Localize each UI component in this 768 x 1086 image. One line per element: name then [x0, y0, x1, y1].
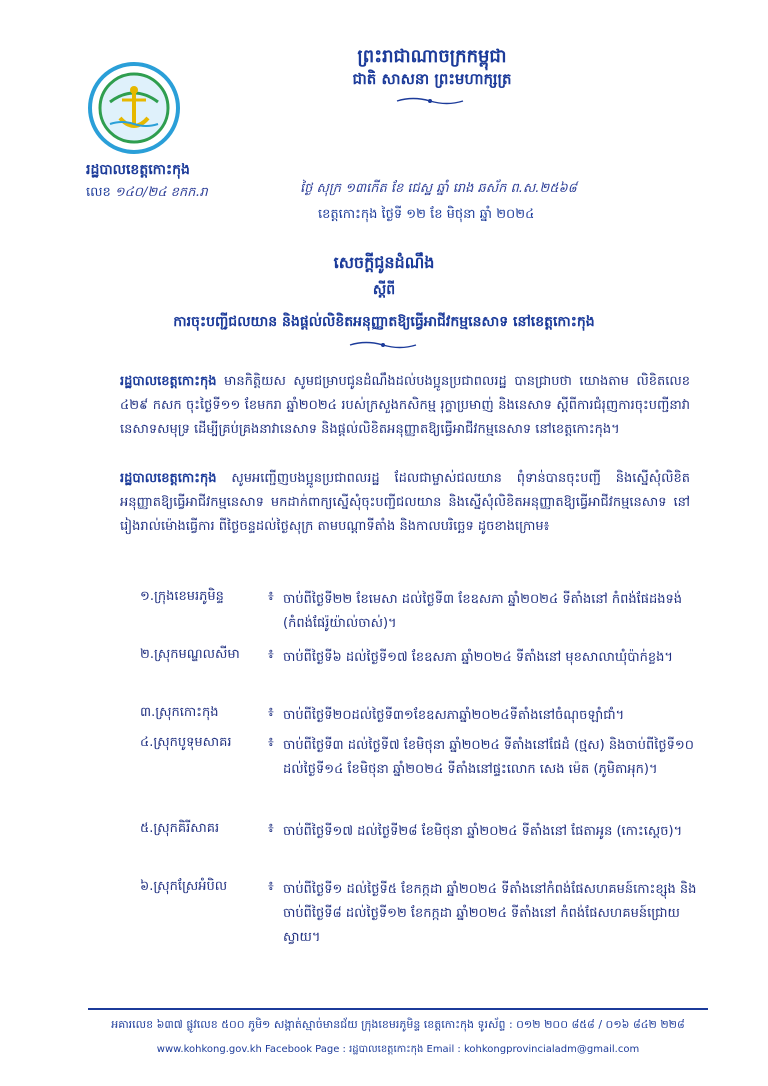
schedule-details: ចាប់ពីថ្ងៃទី២០ដល់ថ្ងៃទី៣១ខែឧសភាឆ្នាំ២០២៤ទីតាំងនៅចំណុចឡាំជាំ។: [283, 708, 625, 723]
solar-month: មិថុនា: [446, 207, 476, 222]
provincial-seal-logo: [88, 62, 180, 154]
schedule-location: ២.ស្រុកមណ្ឌលសីមា: [140, 647, 240, 662]
solar-year: ២០២៤: [496, 207, 535, 222]
schedule-details: ចាប់ពីថ្ងៃទី១៧ ដល់ថ្ងៃទី២៨ ខែមិថុនា ឆ្នាំ២០២៤ ទីតាំងនៅ ផែតាអូន (កោះស្តេច)។: [283, 824, 683, 839]
schedule-location: ៣.ស្រុកកោះកុង: [140, 705, 219, 720]
reference-number: [86, 184, 208, 203]
schedule-location: ១.ក្រុងខេមរភូមិន្ទ: [140, 589, 224, 604]
schedule-colon: ៖: [268, 589, 274, 604]
body-paragraph-1: [120, 370, 690, 442]
reference-handwritten: ១៤០/២៤ ខកក.រា: [114, 185, 208, 200]
schedule-colon: ៖: [268, 735, 274, 750]
kingdom-title: ព្រះរាជាណាចក្រកម្ពុជា: [357, 46, 507, 67]
header-ornament: [395, 96, 465, 106]
schedule-details: ចាប់ពីថ្ងៃទី២២ ខែមេសា ដល់ថ្ងៃទី៣ ខែឧសភា ឆ្នាំ២០២៤ ទីតាំងនៅ កំពង់ផែដងទង់ (កំពង់ផែរ៉ូយ៉ាល់ចាស់)។: [283, 592, 682, 631]
title-ornament: [348, 340, 418, 350]
lunar-date: ថ្ងៃ សុក្រ ១៣កើត ខែ ជេស្ឋ ឆ្នាំ រោង ឆស័ក ព.ស.២៥៦៨: [300, 181, 577, 196]
national-motto: ជាតិ សាសនា ព្រះមហាក្សត្រ: [352, 70, 512, 88]
footer-contacts: www.kohkong.gov.kh Facebook Page : រដ្ឋបាលខេត្តកោះកុង Email : kohkongprovincialadm@gmail.com: [156, 1044, 640, 1055]
paragraph-2-text: សូមអញ្ជើញបងប្អូនប្រជាពលរដ្ឋ ដែលជាម្ចាស់ជលយាន ពុំទាន់បានចុះបញ្ជី និងស្នើសុំលិខិតអនុញ្ញាតឱ្យធ្វើអាជីវកម្មនេសាទ មកដាក់ពាក្យស្នើសុំចុះបញ្ជីជលយាន និងស្នើសុំលិខិតអនុញ្ញាតឱ្យធ្វើអាជីវកម្មនេសាទ នៅរៀងរាល់ម៉ោងធ្វើការ ពីថ្ងៃចន្ទដល់ថ្ងៃសុក្រ តាមបណ្តាទីតាំង និងកាលបរិច្ឆេទ ដូចខាងក្រោម៖: [120, 471, 690, 534]
solar-day: ១២: [406, 207, 426, 222]
paragraph-2-lead: រដ្ឋបាលខេត្តកោះកុង: [120, 471, 217, 486]
footer-divider: [88, 1008, 708, 1010]
solar-month-label: ខែ: [430, 207, 443, 222]
document-type-heading: សេចក្តីជូនដំណឹង: [333, 253, 435, 272]
schedule-location: ៥.ស្រុកគិរីសាគរ: [140, 821, 220, 836]
solar-date-prefix: ខេត្តកោះកុង ថ្ងៃទី: [318, 207, 403, 222]
schedule-location: ៤.ស្រុកបូទុមសាគរ: [140, 735, 232, 750]
footer-address: អគារលេខ ៦៣៧ ផ្លូវលេខ ៥០០ ភូមិ១ សង្កាត់ស្មាច់មានជ័យ ក្រុងខេមរភូមិន្ទ ខេត្តកោះកុង ទូរស័ព្ទ : ០១២ ២០០ ៨៥៨ / ០១៦ ៨៤២ ២២៨: [111, 1018, 685, 1031]
schedule-colon: ៖: [268, 647, 274, 662]
schedule-location: ៦.ស្រុកស្រែអំបិល: [140, 879, 228, 894]
schedule-colon: ៖: [268, 879, 274, 894]
solar-year-label: ឆ្នាំ: [479, 207, 493, 222]
paragraph-1-text: មានកិត្តិយស សូមជម្រាបជូនដំណឹងដល់បងប្អូនប្រជាពលរដ្ឋ បានជ្រាបថា យោងតាម លិខិតលេខ ៤២៩ កសក ចុះថ្ងៃទី១១ ខែមករា ឆ្នាំ២០២៤ របស់ក្រសួងកសិកម្ម រុក្ខាប្រមាញ់ និងនេសាទ ស្តីពីការជំរុញការចុះបញ្ជីនាវានេសាទសមុទ្រ ដើម្បីគ្រប់គ្រងនាវានេសាទ និងផ្តល់លិខិតអនុញ្ញាតឱ្យធ្វើអាជីវកម្មនេសាទ នៅខេត្តកោះកុង។: [120, 374, 690, 437]
subject-title: ការចុះបញ្ជីជលយាន និងផ្តល់លិខិតអនុញ្ញាតឱ្យធ្វើអាជីវកម្មនេសាទ នៅខេត្តកោះកុង: [173, 314, 595, 330]
schedule-details: ចាប់ពីថ្ងៃទី៣ ដល់ថ្ងៃទី៧ ខែមិថុនា ឆ្នាំ២០២៤ ទីតាំងនៅផែដំ (ថ្មស) និងចាប់ពីថ្ងៃទី១០ ដល់ថ្ងៃទី១៤ ខែមិថុនា ឆ្នាំ២០២៤ ទីតាំងនៅផ្ទះលោក សេង ម៉េត (ភូមិតាអុក)។: [283, 738, 694, 777]
sender-authority: រដ្ឋបាលខេត្តកោះកុង: [86, 162, 190, 178]
reference-prefix: លេខ: [86, 185, 111, 200]
schedule-details: ចាប់ពីថ្ងៃទី៦ ដល់ថ្ងៃទី១៧ ខែឧសភា ឆ្នាំ២០២៤ ទីតាំងនៅ មុខសាលាឃុំប៉ាក់ខ្លង។: [283, 650, 673, 665]
subject-label: ស្តីពី: [372, 282, 396, 298]
body-paragraph-2: [120, 467, 690, 539]
schedule-colon: ៖: [268, 705, 274, 720]
solar-date: [318, 206, 534, 225]
schedule-colon: ៖: [268, 821, 274, 836]
schedule-details: ចាប់ពីថ្ងៃទី១ ដល់ថ្ងៃទី៥ ខែកក្កដា ឆ្នាំ២០២៤ ទីតាំងនៅកំពង់ផែសហគមន៍កោះខ្សុង និងចាប់ពីថ្ងៃទី៨ ដល់ថ្ងៃទី១២ ខែកក្កដា ឆ្នាំ២០២៤ ទីតាំងនៅ កំពង់ផែសហគមន៍ជ្រោយស្វាយ។: [283, 882, 697, 945]
paragraph-1-lead: រដ្ឋបាលខេត្តកោះកុង: [120, 374, 217, 389]
